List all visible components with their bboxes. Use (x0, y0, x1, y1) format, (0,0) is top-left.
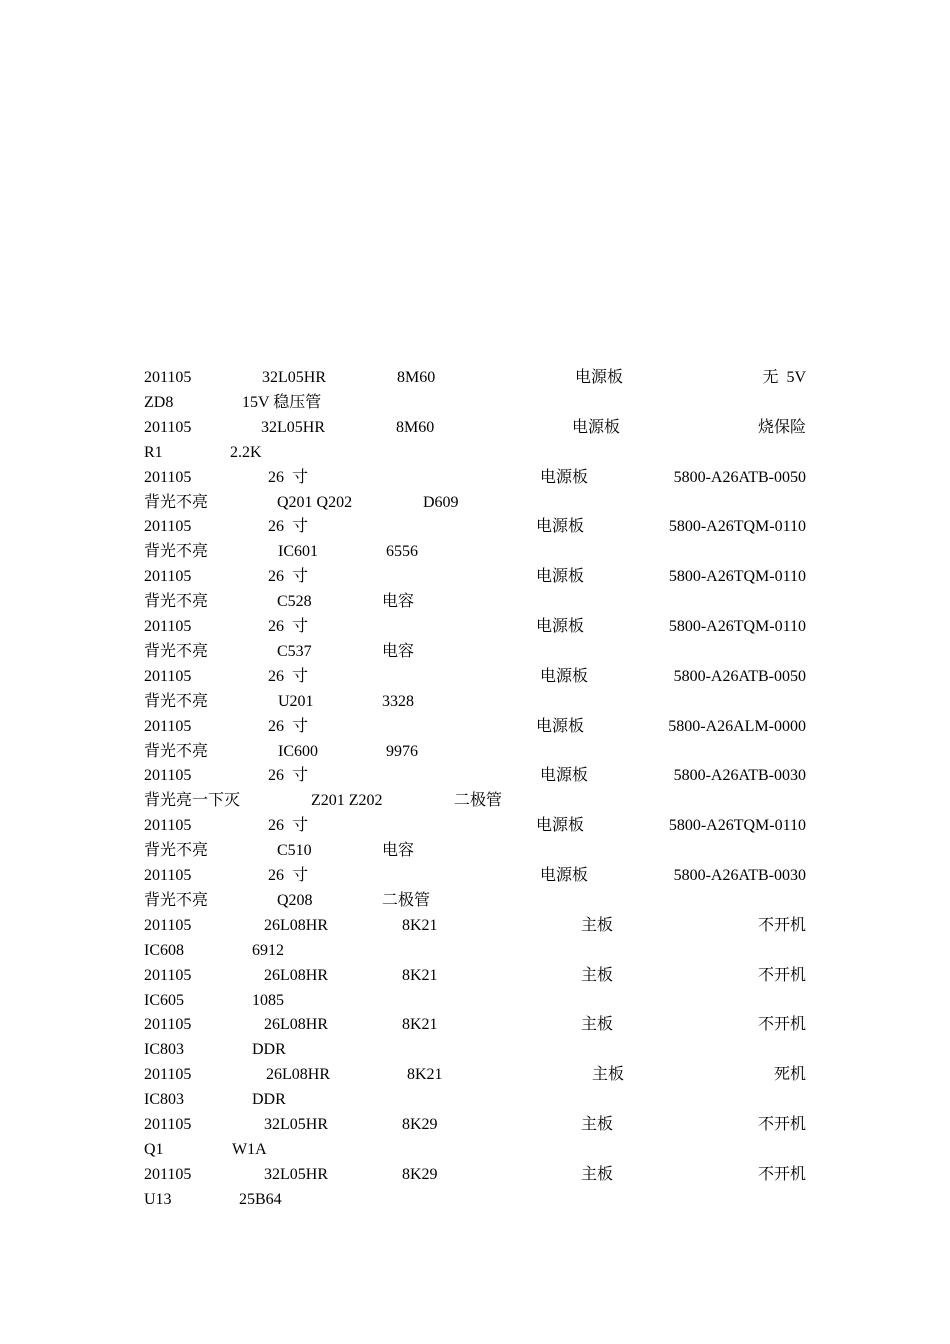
record-note: 二极管 (382, 891, 431, 909)
record-line-1 (0, 1163, 950, 1187)
record-extra: 5800-A26ATB-0030 (673, 866, 806, 884)
record-desc: Z201 Z202 (311, 792, 383, 810)
record-line-2 (0, 1088, 950, 1112)
record-desc: IC600 (278, 742, 318, 760)
record-line-1 (0, 764, 950, 788)
record (0, 715, 950, 765)
record-model: 26L08HR (266, 1066, 330, 1084)
record-chassis: 8M60 (396, 418, 435, 436)
record-desc: Q208 (277, 891, 313, 909)
record-line-2 (0, 590, 950, 614)
record-extra: 死机 (773, 1066, 806, 1084)
record (0, 914, 950, 964)
record-line-1 (0, 715, 950, 739)
record-note: 二极管 (454, 792, 503, 810)
record-date: 201105 (144, 667, 192, 685)
record-line-1 (0, 1013, 950, 1037)
record-part: U13 (144, 1190, 172, 1208)
record-desc: IC601 (278, 543, 318, 561)
record-desc: W1A (232, 1140, 267, 1158)
record-board: 电源板 (536, 617, 585, 635)
record-desc: C537 (277, 642, 312, 660)
record-extra: 5800-A26TQM-0110 (668, 568, 806, 586)
record-extra: 烧保险 (757, 418, 806, 436)
record-board: 电源板 (540, 866, 589, 884)
record-desc: Q201 Q202 (277, 493, 353, 511)
record-line-1 (0, 1063, 950, 1087)
record-chassis: 8K21 (402, 966, 438, 984)
record-part: 背光不亮 (144, 742, 209, 760)
record-extra: 5800-A26ATB-0050 (673, 468, 806, 486)
record-desc: DDR (252, 1091, 286, 1109)
record (0, 764, 950, 814)
record-extra: 无 5V (762, 369, 806, 386)
record-line-1 (0, 565, 950, 589)
record (0, 1163, 950, 1213)
record-extra: 不开机 (757, 1165, 806, 1183)
record-part: R1 (144, 443, 163, 461)
record-note: 9976 (386, 742, 418, 760)
record-part: IC803 (144, 1041, 184, 1059)
record-desc: C528 (277, 593, 312, 611)
record-board: 电源板 (540, 468, 589, 486)
record-model: 26 寸 (268, 468, 309, 486)
record-board: 主板 (581, 1115, 614, 1133)
record-date: 201105 (144, 817, 192, 835)
record (0, 665, 950, 715)
record-date: 201105 (144, 767, 192, 785)
record-line-2 (0, 989, 950, 1013)
record-part: 背光不亮 (144, 842, 209, 860)
record-line-2 (0, 690, 950, 714)
record-board: 电源板 (536, 518, 585, 536)
record-model: 26 寸 (268, 767, 309, 785)
record-line-1 (0, 964, 950, 988)
record-note: 6556 (386, 543, 418, 561)
record-line-1 (0, 864, 950, 888)
record-line-2 (0, 441, 950, 465)
record-board: 电源板 (540, 767, 589, 785)
record-date: 201105 (144, 468, 192, 486)
record-chassis: 8M60 (397, 369, 436, 386)
record-model: 26L08HR (264, 916, 328, 934)
record-date: 201105 (144, 1016, 192, 1034)
record-desc: C510 (277, 842, 312, 860)
record-part: 背光不亮 (144, 593, 209, 611)
record-line-2 (0, 640, 950, 664)
record-extra: 不开机 (757, 1115, 806, 1133)
record-line-2 (0, 491, 950, 515)
record-note: 电容 (382, 642, 415, 660)
record-model: 26L08HR (264, 966, 328, 984)
record-desc: 2.2K (230, 443, 262, 461)
record (0, 366, 950, 416)
record-board: 电源板 (572, 418, 621, 436)
record-desc: 6912 (252, 941, 284, 959)
record-extra: 5800-A26TQM-0110 (668, 518, 806, 536)
record (0, 864, 950, 914)
record-board: 电源板 (575, 369, 624, 386)
record (0, 1113, 950, 1163)
record-part: IC608 (144, 941, 184, 959)
record-note: 电容 (382, 842, 415, 860)
record-part: 背光不亮 (144, 692, 209, 710)
record-board: 电源板 (536, 717, 585, 735)
record (0, 1013, 950, 1063)
record-extra: 不开机 (757, 1016, 806, 1034)
record (0, 416, 950, 466)
record (0, 515, 950, 565)
record-date: 201105 (144, 916, 192, 934)
record-part: 背光不亮 (144, 493, 209, 511)
record-model: 32L05HR (264, 1115, 328, 1133)
record-desc: 25B64 (239, 1190, 282, 1208)
record-desc: DDR (252, 1041, 286, 1059)
record-line-1 (0, 515, 950, 539)
record-line-1 (0, 1113, 950, 1137)
record-extra: 5800-A26TQM-0110 (668, 617, 806, 635)
record-line-2 (0, 889, 950, 913)
record-date: 201105 (144, 568, 192, 586)
record-part: 背光不亮 (144, 642, 209, 660)
record (0, 466, 950, 516)
record-date: 201105 (144, 1165, 192, 1183)
record-part: 背光亮一下灭 (144, 792, 241, 810)
record-desc: 1085 (252, 991, 284, 1009)
record-model: 26 寸 (268, 617, 309, 635)
record-chassis: 8K21 (402, 916, 438, 934)
record-date: 201105 (144, 1066, 192, 1084)
record-line-2 (0, 540, 950, 564)
record-model: 26 寸 (268, 717, 309, 735)
record-part: IC803 (144, 1091, 184, 1109)
record-note: 电容 (382, 593, 415, 611)
record-extra: 5800-A26ATB-0050 (673, 667, 806, 685)
record-board: 主板 (581, 966, 614, 984)
record-board: 主板 (581, 916, 614, 934)
record-board: 主板 (581, 1016, 614, 1034)
record-desc: 15V 稳压管 (242, 394, 322, 411)
record-desc: U201 (278, 692, 314, 710)
record-model: 26 寸 (268, 817, 309, 835)
record-date: 201105 (144, 1115, 192, 1133)
record-chassis: 8K21 (407, 1066, 443, 1084)
record-extra: 不开机 (757, 916, 806, 934)
record-note: 3328 (382, 692, 414, 710)
record-line-2 (0, 740, 950, 764)
record-line-2 (0, 839, 950, 863)
record-line-2 (0, 789, 950, 813)
record-extra: 5800-A26ATB-0030 (673, 767, 806, 785)
record (0, 964, 950, 1014)
record-part: 背光不亮 (144, 891, 209, 909)
record-line-1 (0, 914, 950, 938)
record (0, 615, 950, 665)
record-chassis: 8K29 (402, 1165, 438, 1183)
record-model: 26 寸 (268, 518, 309, 536)
record-line-1 (0, 366, 950, 390)
record-board: 电源板 (540, 667, 589, 685)
record-part: Q1 (144, 1140, 164, 1158)
record-extra: 5800-A26ALM-0000 (668, 717, 806, 735)
record-line-2 (0, 1188, 950, 1212)
record-date: 201105 (144, 369, 192, 386)
record-date: 201105 (144, 717, 192, 735)
record-date: 201105 (144, 617, 192, 635)
record (0, 1063, 950, 1113)
record (0, 814, 950, 864)
repair-record-list (0, 366, 950, 1213)
record-part: IC605 (144, 991, 184, 1009)
record-part: ZD8 (144, 394, 174, 411)
record-line-2 (0, 1138, 950, 1162)
record-date: 201105 (144, 866, 192, 884)
record-date: 201105 (144, 418, 192, 436)
record-line-1 (0, 665, 950, 689)
record-line-2 (0, 1038, 950, 1062)
record-extra: 不开机 (757, 966, 806, 984)
record-model: 32L05HR (264, 1165, 328, 1183)
record-board: 主板 (592, 1066, 625, 1084)
record-extra: 5800-A26TQM-0110 (668, 817, 806, 835)
record-model: 32L05HR (262, 369, 326, 386)
record-board: 主板 (581, 1165, 614, 1183)
record-board: 电源板 (536, 568, 585, 586)
record-model: 32L05HR (261, 418, 325, 436)
record-model: 26 寸 (268, 667, 309, 685)
record-line-2 (0, 939, 950, 963)
record-line-1 (0, 416, 950, 440)
record-model: 26 寸 (268, 568, 309, 586)
record-note: D609 (423, 493, 459, 511)
record-model: 26 寸 (268, 866, 309, 884)
record-line-1 (0, 615, 950, 639)
record-line-1 (0, 466, 950, 490)
record (0, 565, 950, 615)
record-date: 201105 (144, 518, 192, 536)
record-board: 电源板 (536, 817, 585, 835)
record-line-2 (0, 391, 950, 415)
record-line-1 (0, 814, 950, 838)
record-chassis: 8K29 (402, 1115, 438, 1133)
record-model: 26L08HR (264, 1016, 328, 1034)
record-part: 背光不亮 (144, 543, 209, 561)
record-date: 201105 (144, 966, 192, 984)
record-chassis: 8K21 (402, 1016, 438, 1034)
